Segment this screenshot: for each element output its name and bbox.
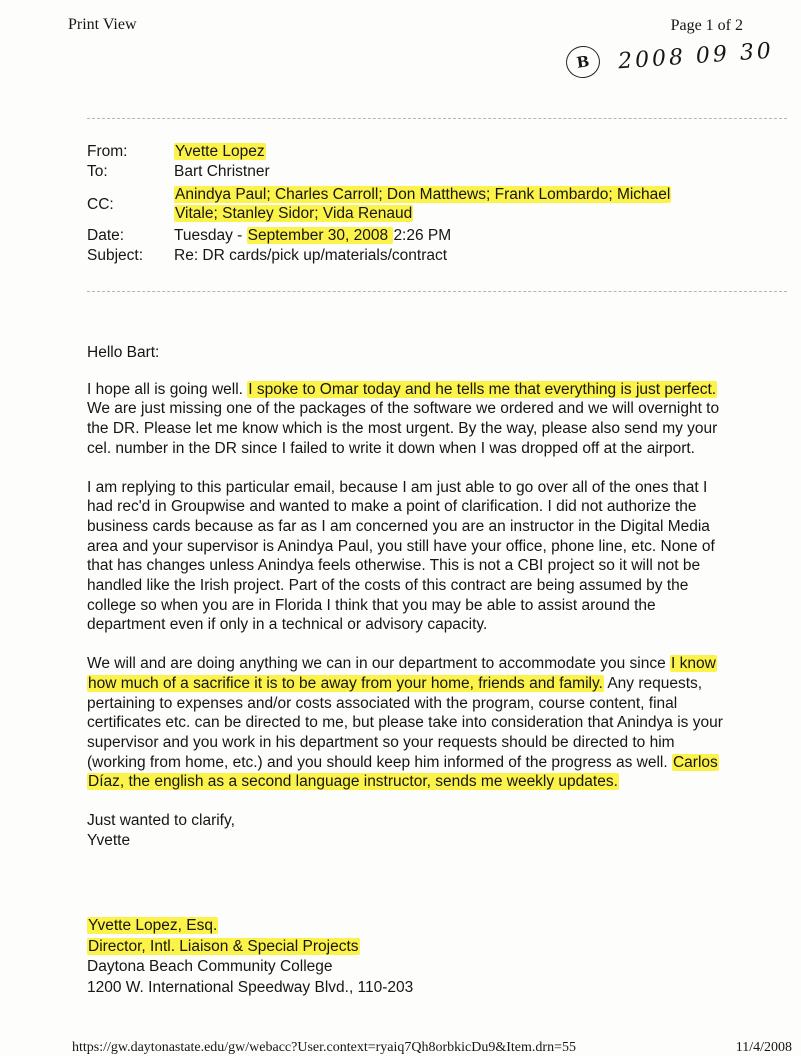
email-body bbox=[87, 343, 727, 850]
divider-bottom bbox=[87, 291, 787, 292]
p3-highlight-2: Carlos Díaz, the english as a second language instructor, sends me weekly updates. bbox=[88, 753, 718, 791]
cc-value: Anindya Paul; Charles Carroll; Don Matthews; Frank Lombardo; Michael Vitale; Stanley Sidor; Vida Renaud bbox=[175, 186, 671, 222]
paragraph-3 bbox=[87, 654, 727, 792]
page-number: Page 1 of 2 bbox=[670, 17, 743, 34]
from-row bbox=[87, 142, 704, 161]
closing-name: Yvette bbox=[87, 831, 131, 849]
closing-line: Just wanted to clarify, bbox=[87, 812, 235, 830]
p1-text-a: I hope all is going well. bbox=[87, 380, 248, 398]
from-label: From: bbox=[87, 143, 128, 160]
handwritten-date: 2008 09 30 bbox=[617, 38, 775, 75]
date-time: 2:26 PM bbox=[393, 227, 452, 244]
paragraph-1 bbox=[87, 380, 727, 459]
signature-org: Daytona Beach Community College bbox=[87, 958, 333, 975]
email-header bbox=[87, 142, 704, 265]
p3-text-a: We will and are doing anything we can in our department to accommodate you since bbox=[87, 655, 671, 673]
p3-text-b: Any requests, pertaining to expenses and/or costs associated with the program, course content, final certificates etc. can be directed to me, but please take into consideration that Anindya is your supervisor and you work in his department so your requests should be directed to him (working from home, etc.) and you should keep him informed of the progress as well. bbox=[87, 674, 723, 771]
cc-row bbox=[87, 185, 704, 223]
date-weekday: Tuesday - bbox=[174, 227, 247, 244]
from-value: Yvette Lopez bbox=[175, 143, 265, 160]
signature-block bbox=[87, 916, 413, 998]
signature-address: 1200 W. International Speedway Blvd., 110-203 bbox=[87, 978, 414, 996]
date-label: Date: bbox=[87, 227, 125, 244]
footer-url: https://gw.daytonastate.edu/gw/webacc?User.context=ryaiq7Qh8orbkicDu9&Item.drn=55 bbox=[72, 1040, 576, 1055]
signature-name: Yvette Lopez, Esq. bbox=[88, 917, 218, 934]
print-footer bbox=[72, 1040, 792, 1056]
cc-label: CC: bbox=[87, 196, 114, 213]
footer-date: 11/4/2008 bbox=[735, 1040, 792, 1055]
date-highlight: September 30, 2008 bbox=[247, 227, 393, 244]
to-label: To: bbox=[87, 163, 108, 180]
subject-row bbox=[87, 246, 704, 265]
greeting: Hello Bart: bbox=[87, 344, 160, 361]
to-value: Bart Christner bbox=[174, 163, 270, 180]
date-row bbox=[87, 226, 704, 245]
divider-top bbox=[87, 118, 787, 119]
p1-highlight: I spoke to Omar today and he tells me that everything is just perfect. bbox=[248, 380, 717, 398]
closing bbox=[87, 811, 727, 850]
subject-value: Re: DR cards/pick up/materials/contract bbox=[174, 247, 448, 264]
p1-text-b: We are just missing one of the packages of the software we ordered and we will overnight to the DR. Please let me know which is the most urgent. By the way, please also send my your cel. number in the DR since I failed to write it down when I was dropped off at the airport. bbox=[87, 400, 720, 457]
to-row bbox=[87, 162, 704, 181]
paragraph-2: I am replying to this particular email, because I am just able to go over all of the ones that I had rec'd in Groupwise and wanted to make a point of clarification. I did not authorize the business cards because as far as I am concerned you are an instructor in the Digital Media area and your supervisor is Anindya Paul, you still have your office, phone line, etc. None of that has changes unless Anindya feels otherwise. This is not a CBI project so it will not be handled like the Irish project. Part of the costs of this contract are being assumed by the college so when you are in Florida I think that you may be able to assist around the department even if only in a technical or advisory capacity. bbox=[87, 478, 715, 634]
date-value bbox=[174, 226, 704, 245]
p3-highlight-1: I know how much of a sacrifice it is to be away from your home, friends and family. bbox=[88, 655, 716, 692]
subject-label: Subject: bbox=[87, 247, 144, 264]
print-view-label: Print View bbox=[68, 16, 137, 33]
stamp-letter-circle: B bbox=[564, 44, 602, 80]
signature-title: Director, Intl. Liaison & Special Projects bbox=[88, 937, 359, 955]
